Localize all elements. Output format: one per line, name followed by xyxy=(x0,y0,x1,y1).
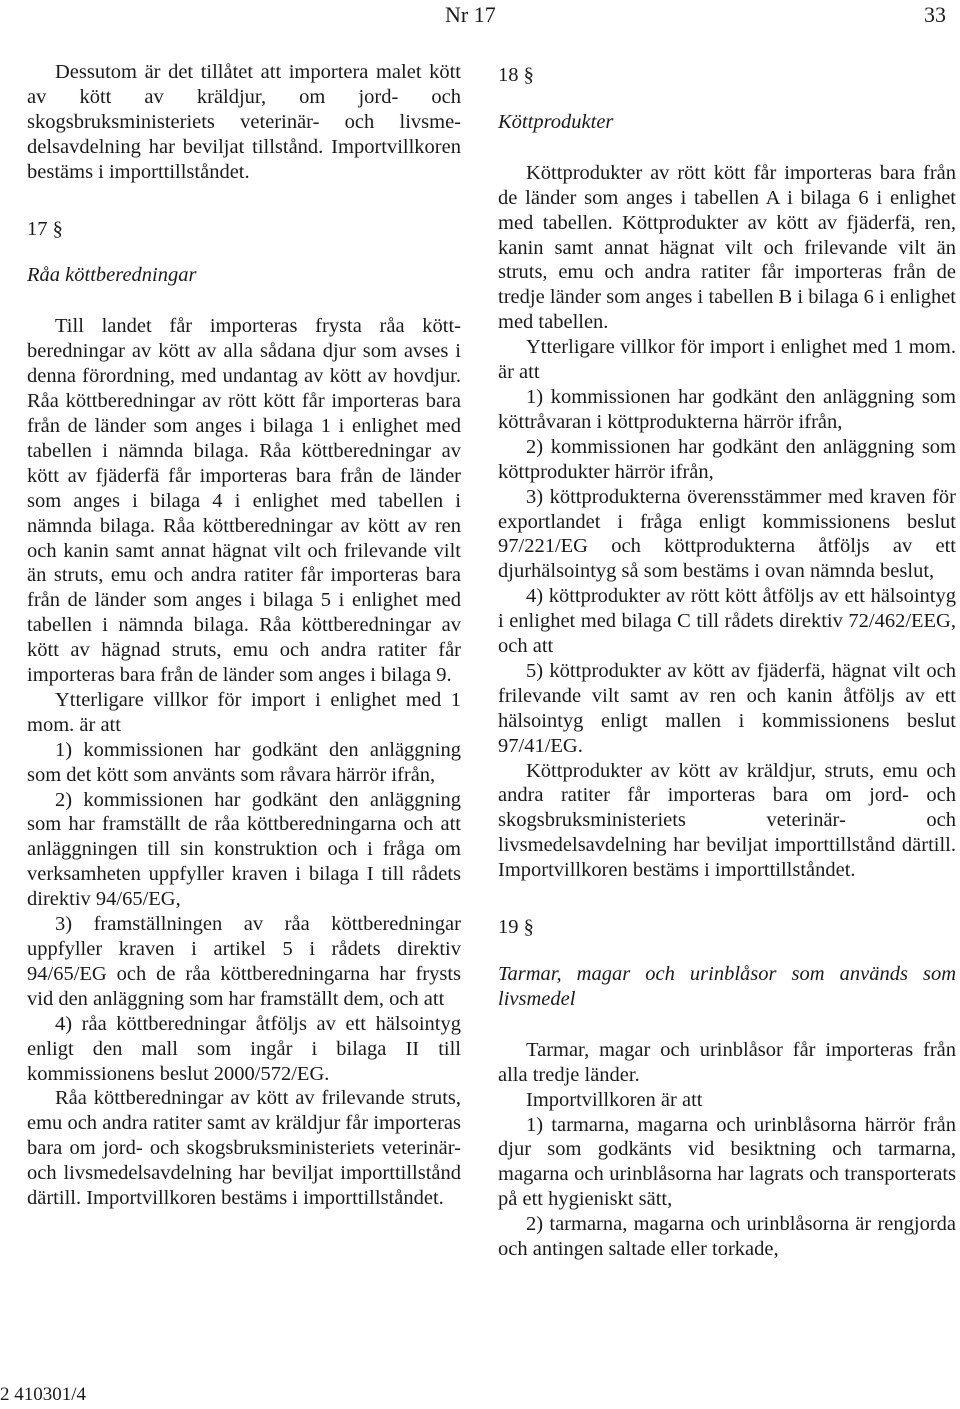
section-18-item-4: 4) köttprodukter av rött kött åtföljs av ett hälsointyg i enlighet med bilaga C till rådets direktiv 72/462/EEG, och att xyxy=(498,585,956,658)
section-19-item-2: 2) tarmarna, magarna och urinblåsorna är rengjorda och antingen saltade eller torkade, xyxy=(498,1213,956,1261)
section-18-paragraph-2: Ytterligare villkor för import i enlighet med 1 mom. är att xyxy=(498,336,956,384)
section-18-item-5: 5) köttprodukter av kött av fjäderfä, hägnat vilt och frilevande vilt samt av ren och kanin åtföljs av ett hälsointyg enligt mallen i kommissionens beslut 97/41/EG. xyxy=(498,659,956,757)
section-17-paragraph-3: Råa köttberedningar av kött av frilevande struts, emu och andra ratiter samt av kräldjur får importeras bara om jord- och skogsbruksministeriets veterinär- och livsmedelsavdelning har beviljat importtillstånd därtill. Importvillkoren bestäms i importtillståndet. xyxy=(27,1087,461,1210)
section-17-item-4: 4) råa köttberedningar åtföljs av ett hälsointyg enligt den mall som ingår i bilaga II till kommissionens beslut 2000/572/EG. xyxy=(27,1012,461,1085)
section-17-title: Råa köttberedningar xyxy=(27,264,197,287)
section-17-number: 17 § xyxy=(27,217,63,240)
section-18-item-2: 2) kommissionen har godkänt den anläggning som köttprodukter härrör ifrån, xyxy=(498,435,956,483)
section-17-paragraph-2: Ytterligare villkor för import i enlighet med 1 mom. är att xyxy=(27,688,461,736)
right-column xyxy=(498,63,956,1262)
page-number: 33 xyxy=(924,2,946,27)
section-17-paragraph-1: Till landet får importeras frysta råa köttberedningar av kött av alla sådana djur som avses i denna förordning, med undantag av kött av hovdjur. Råa köttberedningar av rött kött får importeras bara från de länder som anges i bilaga 1 i enlighet med tabellen i nämnda bilaga. Råa köttberedningar av kött av fjäderfä får importeras bara från de länder som anges i bilaga 4 i enlighet med tabellen i nämnda bilaga. Råa köttberedningar av kött av ren och kanin samt annat hägnat vilt och frilevande vilt än struts, emu och andra ratiter får importeras bara från de länder som anges i bilaga 5 i enlighet med tabellen i nämnda bilaga. Råa köttberedningar av kött av hägnad struts, emu och andra ratiter får importeras bara från de länder som anges i bilaga 9. xyxy=(27,315,461,687)
section-19-number: 19 § xyxy=(498,916,534,939)
intro-paragraph: Dessutom är det tillåtet att importera malet kött av kött av kräldjur, om jord- och skogsbruksministeriets veterinär- och livsmedelsavdelning har beviljat tillstånd. Importvillkoren bestäms i importtillståndet. xyxy=(27,61,461,183)
section-19-paragraph-1: Tarmar, magar och urinblåsor får importeras från alla tredje länder. xyxy=(498,1038,956,1086)
section-19-title: Tarmar, magar och urinblåsor som används som livsmedel xyxy=(498,963,956,1010)
section-19-paragraph-2: Importvillkoren är att xyxy=(526,1088,703,1111)
section-18-item-1: 1) kommissionen har godkänt den anläggning som köttråvaran i köttprodukterna härrör ifrån, xyxy=(498,385,956,433)
section-17-item-2: 2) kommissionen har godkänt den anläggning som har framställt de råa köttberedningarna och att anläggningen till sin konstruktion och i fråga om verksamheten uppfyller kraven i bilaga I till rådets direktiv 94/65/EG, xyxy=(27,788,461,911)
statute-number: Nr 17 xyxy=(445,2,496,27)
section-17-item-1: 1) kommissionen har godkänt den anläggning som det kött som använts som råvara härrör ifrån, xyxy=(27,738,461,786)
section-19-item-1: 1) tarmarna, magarna och urinblåsorna härrör från djur som godkänts vid besiktning och tarmarna, magarna och urinblåsorna har lagrats och transporterats på ett hygieniskt sätt, xyxy=(498,1113,956,1211)
section-18-item-3: 3) köttprodukterna överensstämmer med kraven för exportlandet i fråga enligt kommissionens beslut 97/221/EG och köttprodukterna åtföljs av ett djurhälsointyg så som bestäms i ovan nämnda beslut, xyxy=(498,485,956,583)
section-17-item-3: 3) framställningen av råa köttberedningar uppfyller kraven i artikel 5 i rådets direktiv 94/65/EG och de råa köttberedningarna har frysts vid den anläggning som har framställt dem, och att xyxy=(27,913,461,1010)
section-18-paragraph-3: Köttprodukter av kött av kräldjur, struts, emu och andra ratiter får importeras bara om jord- och skogsbruksministeriets veterinär- och livsmedelsavdelning har beviljat importtillstånd därtill. Importvillkoren bestäms i importtillståndet. xyxy=(498,759,956,882)
section-18-number: 18 § xyxy=(498,64,534,86)
section-18-title: Köttprodukter xyxy=(498,110,614,133)
left-column xyxy=(27,60,461,1211)
print-code: 2 410301/4 xyxy=(0,1384,87,1405)
section-18-paragraph-1: Köttprodukter av rött kött får importeras bara från de länder som anges i tabellen A i bilaga 6 i enlighet med tabellen. Köttprodukter av kött av fjäderfä, ren, kanin samt annat hägnat vilt och frilevande vilt än struts, emu och andra ratiter får importeras från de tredje länder som anges i tabellen B i bilaga 6 i enlighet med tabellen. xyxy=(498,161,956,334)
